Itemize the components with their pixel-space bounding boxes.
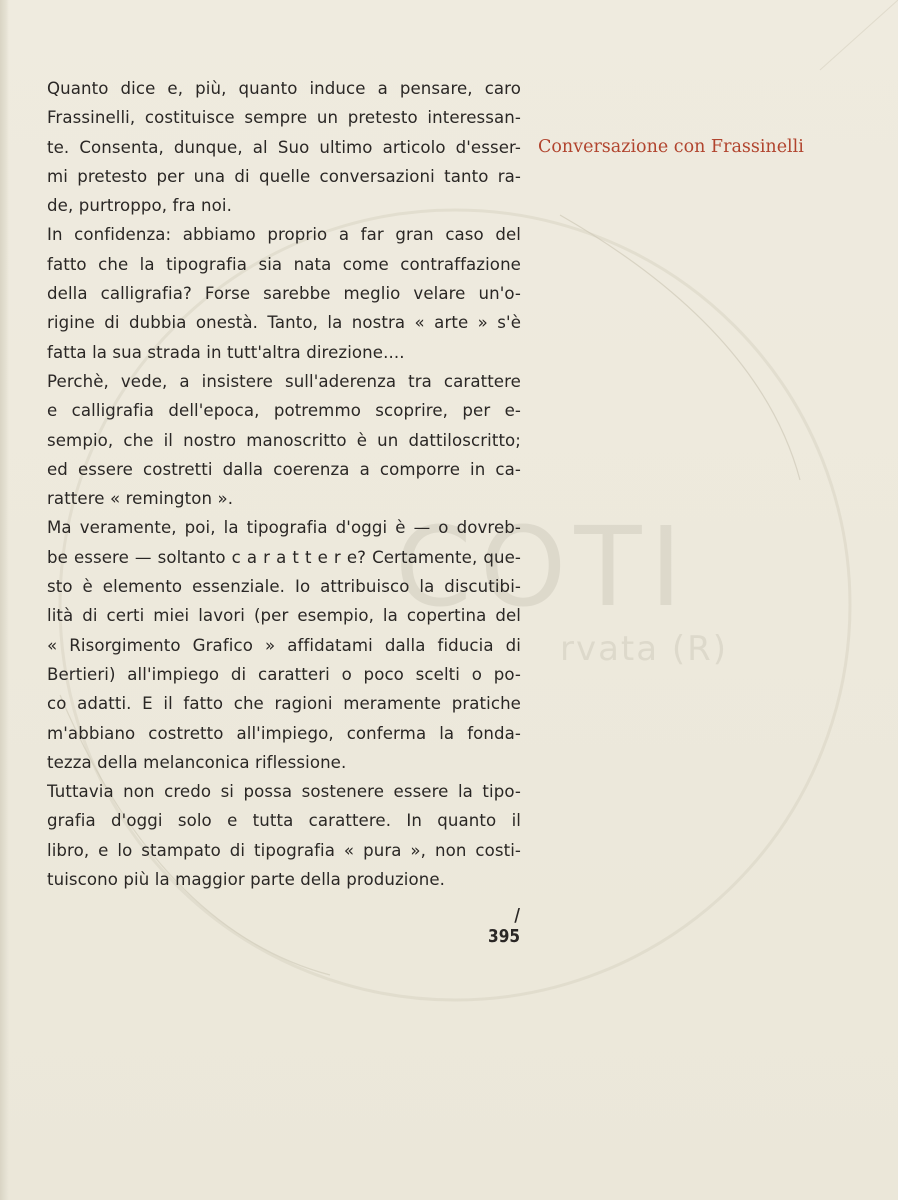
text-line: Perchè, vede, a insistere sull'aderenza tra carattere [47, 371, 521, 391]
text-line: Bertieri) all'impiego di caratteri o poco scelti o po- [47, 664, 521, 684]
binding-edge [0, 0, 9, 1200]
text-line: libro, e lo stampato di tipografia « pura », non costi- [47, 840, 521, 860]
text-line: rattere « remington ». [47, 489, 234, 509]
text-line: In confidenza: abbiamo proprio a far gran caso del [47, 225, 521, 245]
text-line: lità di certi miei lavori (per esempio, la copertina del [47, 606, 521, 626]
text-line: e calligrafia dell'epoca, potremmo scoprire, per e- [47, 401, 521, 421]
text-line: co adatti. E il fatto che ragioni meramente pratiche [47, 694, 521, 714]
svg-text:rvata (R): rvata (R) [560, 629, 729, 669]
text-line: m'abbiano costretto all'impiego, conferma la fonda- [47, 723, 521, 743]
text-line: fatta la sua strada in tutt'altra direzione.... [47, 342, 405, 362]
body-text [47, 74, 521, 894]
text-line: Quanto dice e, più, quanto induce a pensare, caro [47, 79, 521, 98]
text-line: tezza della melanconica riflessione. [47, 752, 347, 772]
text-line: Ma veramente, poi, la tipografia d'oggi è — o dovreb- [47, 518, 521, 538]
text-line: « Risorgimento Grafico » affidatami dalla fiducia di [47, 635, 521, 655]
text-line: rigine di dubbia onestà. Tanto, la nostra « arte » s'è [47, 313, 521, 333]
text-line: Frassinelli, costituisce sempre un pretesto interessan- [47, 108, 521, 128]
text-line: tuiscono più la maggior parte della produzione. [47, 870, 446, 890]
text-line: fatto che la tipografia sia nata come contraffazione [47, 254, 521, 274]
svg-text:COTI: COTI [395, 503, 691, 631]
page-number: / 395 [488, 905, 520, 947]
text-line: della calligrafia? Forse sarebbe meglio velare un'o- [47, 284, 521, 304]
text-line: sempio, che il nostro manoscritto è un dattiloscritto; [47, 430, 521, 450]
text-line: Tuttavia non credo si possa sostenere essere la tipo- [47, 782, 521, 802]
text-line: be essere — soltanto c a r a t t e r e? Certamente, que- [47, 547, 521, 567]
text-line: te. Consenta, dunque, al Suo ultimo articolo d'esser- [47, 137, 521, 157]
sidebar-title: Conversazione con Frassinelli [538, 137, 804, 157]
text-line: grafia d'oggi solo e tutta carattere. In quanto il [47, 811, 521, 831]
text-line: mi pretesto per una di quelle conversazioni tanto ra- [47, 166, 521, 186]
text-line: sto è elemento essenziale. Io attribuisco la discutibi- [47, 577, 521, 597]
text-line: de, purtroppo, fra noi. [47, 196, 233, 216]
text-line: ed essere costretti dalla coerenza a comporre in ca- [47, 459, 521, 479]
